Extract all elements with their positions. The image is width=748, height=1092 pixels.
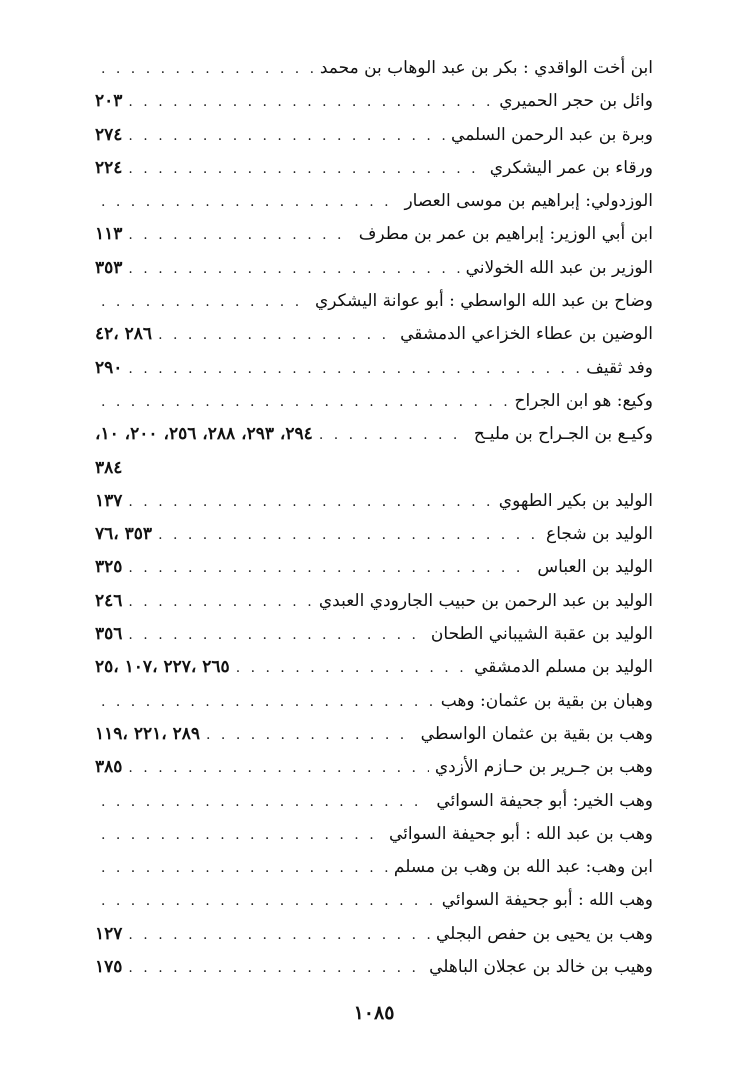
index-entry bbox=[95, 85, 653, 118]
index-entry bbox=[95, 518, 653, 551]
dot-leader bbox=[128, 619, 425, 652]
entry-name: ابن أبي الوزير: إبراهيم بن عمر بن مطرف bbox=[358, 224, 653, 245]
index-entry bbox=[95, 152, 653, 185]
entry-name: ورقاء بن عمر اليشكري bbox=[489, 157, 653, 178]
index-entry bbox=[95, 851, 653, 884]
index-entry bbox=[95, 218, 653, 251]
dot-leader bbox=[128, 752, 428, 785]
entry-name: وائل بن حجر الحميري bbox=[499, 91, 653, 112]
entry-name: الوضين بن عطاء الخزاعي الدمشقي bbox=[400, 324, 653, 345]
entry-name: وهب الله : أبو جحيفة السوائي bbox=[441, 890, 653, 911]
index-entry bbox=[95, 551, 653, 584]
entry-name: وهب بن بقية بن عثمان الواسطي bbox=[420, 723, 653, 744]
entry-pages: ١٧٥ bbox=[95, 957, 123, 978]
entry-pages: ٢٠٣ bbox=[95, 91, 123, 112]
index-entry bbox=[95, 185, 653, 218]
entry-pages: ٢٤٦ bbox=[95, 590, 123, 611]
entry-name: ابن أخت الواقدي : بكر بن عبد الوهاب بن محمد bbox=[319, 58, 653, 78]
index-entry bbox=[95, 585, 653, 618]
dot-leader bbox=[101, 686, 435, 719]
entry-pages: ٣٥٣ ،٧٦ bbox=[95, 524, 153, 545]
index-entry bbox=[95, 318, 653, 351]
dot-leader bbox=[158, 319, 394, 352]
entry-name: وهب بن جـرير بن حـازم الأزدي bbox=[434, 757, 653, 778]
dot-leader bbox=[101, 786, 430, 819]
index-entry bbox=[95, 951, 653, 984]
index-entry bbox=[95, 385, 653, 418]
dot-leader bbox=[128, 153, 483, 186]
index-entry bbox=[95, 818, 653, 851]
entry-name: وهبان بن بقية بن عثمان: وهب bbox=[440, 690, 653, 711]
entry-pages: ٣٥٣ bbox=[95, 257, 123, 278]
entry-name: وهب بن يحيى بن حفص البجلي bbox=[436, 923, 653, 944]
index-entry bbox=[95, 485, 653, 518]
dot-leader bbox=[128, 486, 492, 519]
entry-name: الوليد بن عقبة الشيباني الطحان bbox=[430, 624, 653, 645]
dot-leader bbox=[101, 53, 314, 86]
index-entry bbox=[95, 785, 653, 818]
dot-leader bbox=[128, 952, 423, 985]
dot-leader bbox=[101, 852, 388, 885]
entry-name: وبرة بن عبد الرحمن السلمي bbox=[451, 124, 653, 145]
entry-name: الوزدولي: إبراهيم بن موسى العصار bbox=[404, 191, 653, 212]
index-entry bbox=[95, 918, 653, 951]
entry-pages: ٢٩٤، ٢٩٣، ٢٨٨، ٢٥٦، ٢٠٠، ١٠، bbox=[95, 424, 313, 445]
dot-leader bbox=[101, 186, 398, 219]
entry-name: وهب الخير: أبو جحيفة السوائي bbox=[436, 790, 653, 811]
index-entry bbox=[95, 352, 653, 385]
dot-leader bbox=[128, 552, 531, 585]
entry-name: وكيـع بن الجـراح بن مليـح bbox=[473, 424, 653, 445]
entry-name: الوليد بن العباس bbox=[537, 557, 653, 578]
entry-pages: ٢٩٠ bbox=[95, 357, 123, 378]
entry-name: ابن وهب: عبد الله بن وهب بن مسلم bbox=[393, 857, 653, 878]
entry-name: الوليد بن مسلم الدمشقي bbox=[474, 657, 653, 678]
entry-pages: ١١٣ bbox=[95, 224, 123, 245]
entry-name: الوزير بن عبد الله الخولاني bbox=[465, 257, 653, 278]
dot-leader bbox=[158, 519, 540, 552]
entry-name: الوليد بن عبد الرحمن بن حبيب الجارودي العبدي bbox=[318, 590, 653, 611]
dot-leader bbox=[206, 719, 415, 752]
index-entry bbox=[95, 252, 653, 285]
entry-name: الوليد بن بكير الطهوي bbox=[498, 490, 653, 511]
dot-leader bbox=[101, 386, 508, 419]
dot-leader bbox=[128, 120, 445, 153]
dot-leader bbox=[128, 353, 580, 386]
index-entry bbox=[95, 685, 653, 718]
entry-name: وفد ثقيف bbox=[586, 357, 653, 378]
page-number: ١٠٨٥ bbox=[353, 1002, 395, 1024]
index-entry bbox=[95, 418, 653, 451]
dot-leader bbox=[236, 652, 468, 685]
index-entries bbox=[95, 52, 653, 984]
entry-pages: ١٢٧ bbox=[95, 923, 123, 944]
index-entry bbox=[95, 285, 653, 318]
entry-pages: ٢٨٦ ،٤٢ bbox=[95, 324, 153, 345]
entry-pages: ٢٧٤ bbox=[95, 124, 123, 145]
index-entry bbox=[95, 52, 653, 85]
entry-name: وكيع: هو ابن الجراح bbox=[514, 390, 653, 411]
index-entry bbox=[95, 618, 653, 651]
dot-leader bbox=[319, 419, 468, 452]
index-entry bbox=[95, 884, 653, 917]
entry-name: وهب بن عبد الله : أبو جحيفة السوائي bbox=[389, 823, 653, 844]
index-entry bbox=[95, 718, 653, 751]
entry-name: الوليد بن شجاع bbox=[546, 524, 653, 545]
dot-leader bbox=[128, 253, 459, 286]
dot-leader bbox=[101, 286, 309, 319]
index-entry bbox=[95, 751, 653, 784]
dot-leader bbox=[128, 86, 493, 119]
entry-pages: ٢٨٩ ،٢٢١ ،١١٩ bbox=[95, 723, 201, 744]
entry-name: وهيب بن خالد بن عجلان الباهلي bbox=[429, 957, 653, 978]
dot-leader bbox=[101, 819, 383, 852]
entry-pages: ٢٢٤ bbox=[95, 157, 123, 178]
index-entry bbox=[95, 119, 653, 152]
entry-pages: ٣٨٥ bbox=[95, 757, 123, 778]
dot-leader bbox=[128, 586, 312, 619]
entry-pages: ٣٥٦ bbox=[95, 624, 123, 645]
entry-pages: ٣٢٥ bbox=[95, 557, 123, 578]
entry-pages-continuation: ٣٨٤ bbox=[95, 457, 123, 478]
dot-leader bbox=[101, 885, 436, 918]
entry-pages: ٢٦٥ ،٢٢٧ ،١٠٧ ،٢٥ bbox=[95, 657, 230, 678]
entry-name: وضاح بن عبد الله الواسطي : أبو عوانة اليشكري bbox=[314, 291, 653, 312]
dot-leader bbox=[128, 919, 430, 952]
dot-leader bbox=[128, 219, 352, 252]
entry-pages: ١٣٧ bbox=[95, 490, 123, 511]
index-entry bbox=[95, 651, 653, 684]
